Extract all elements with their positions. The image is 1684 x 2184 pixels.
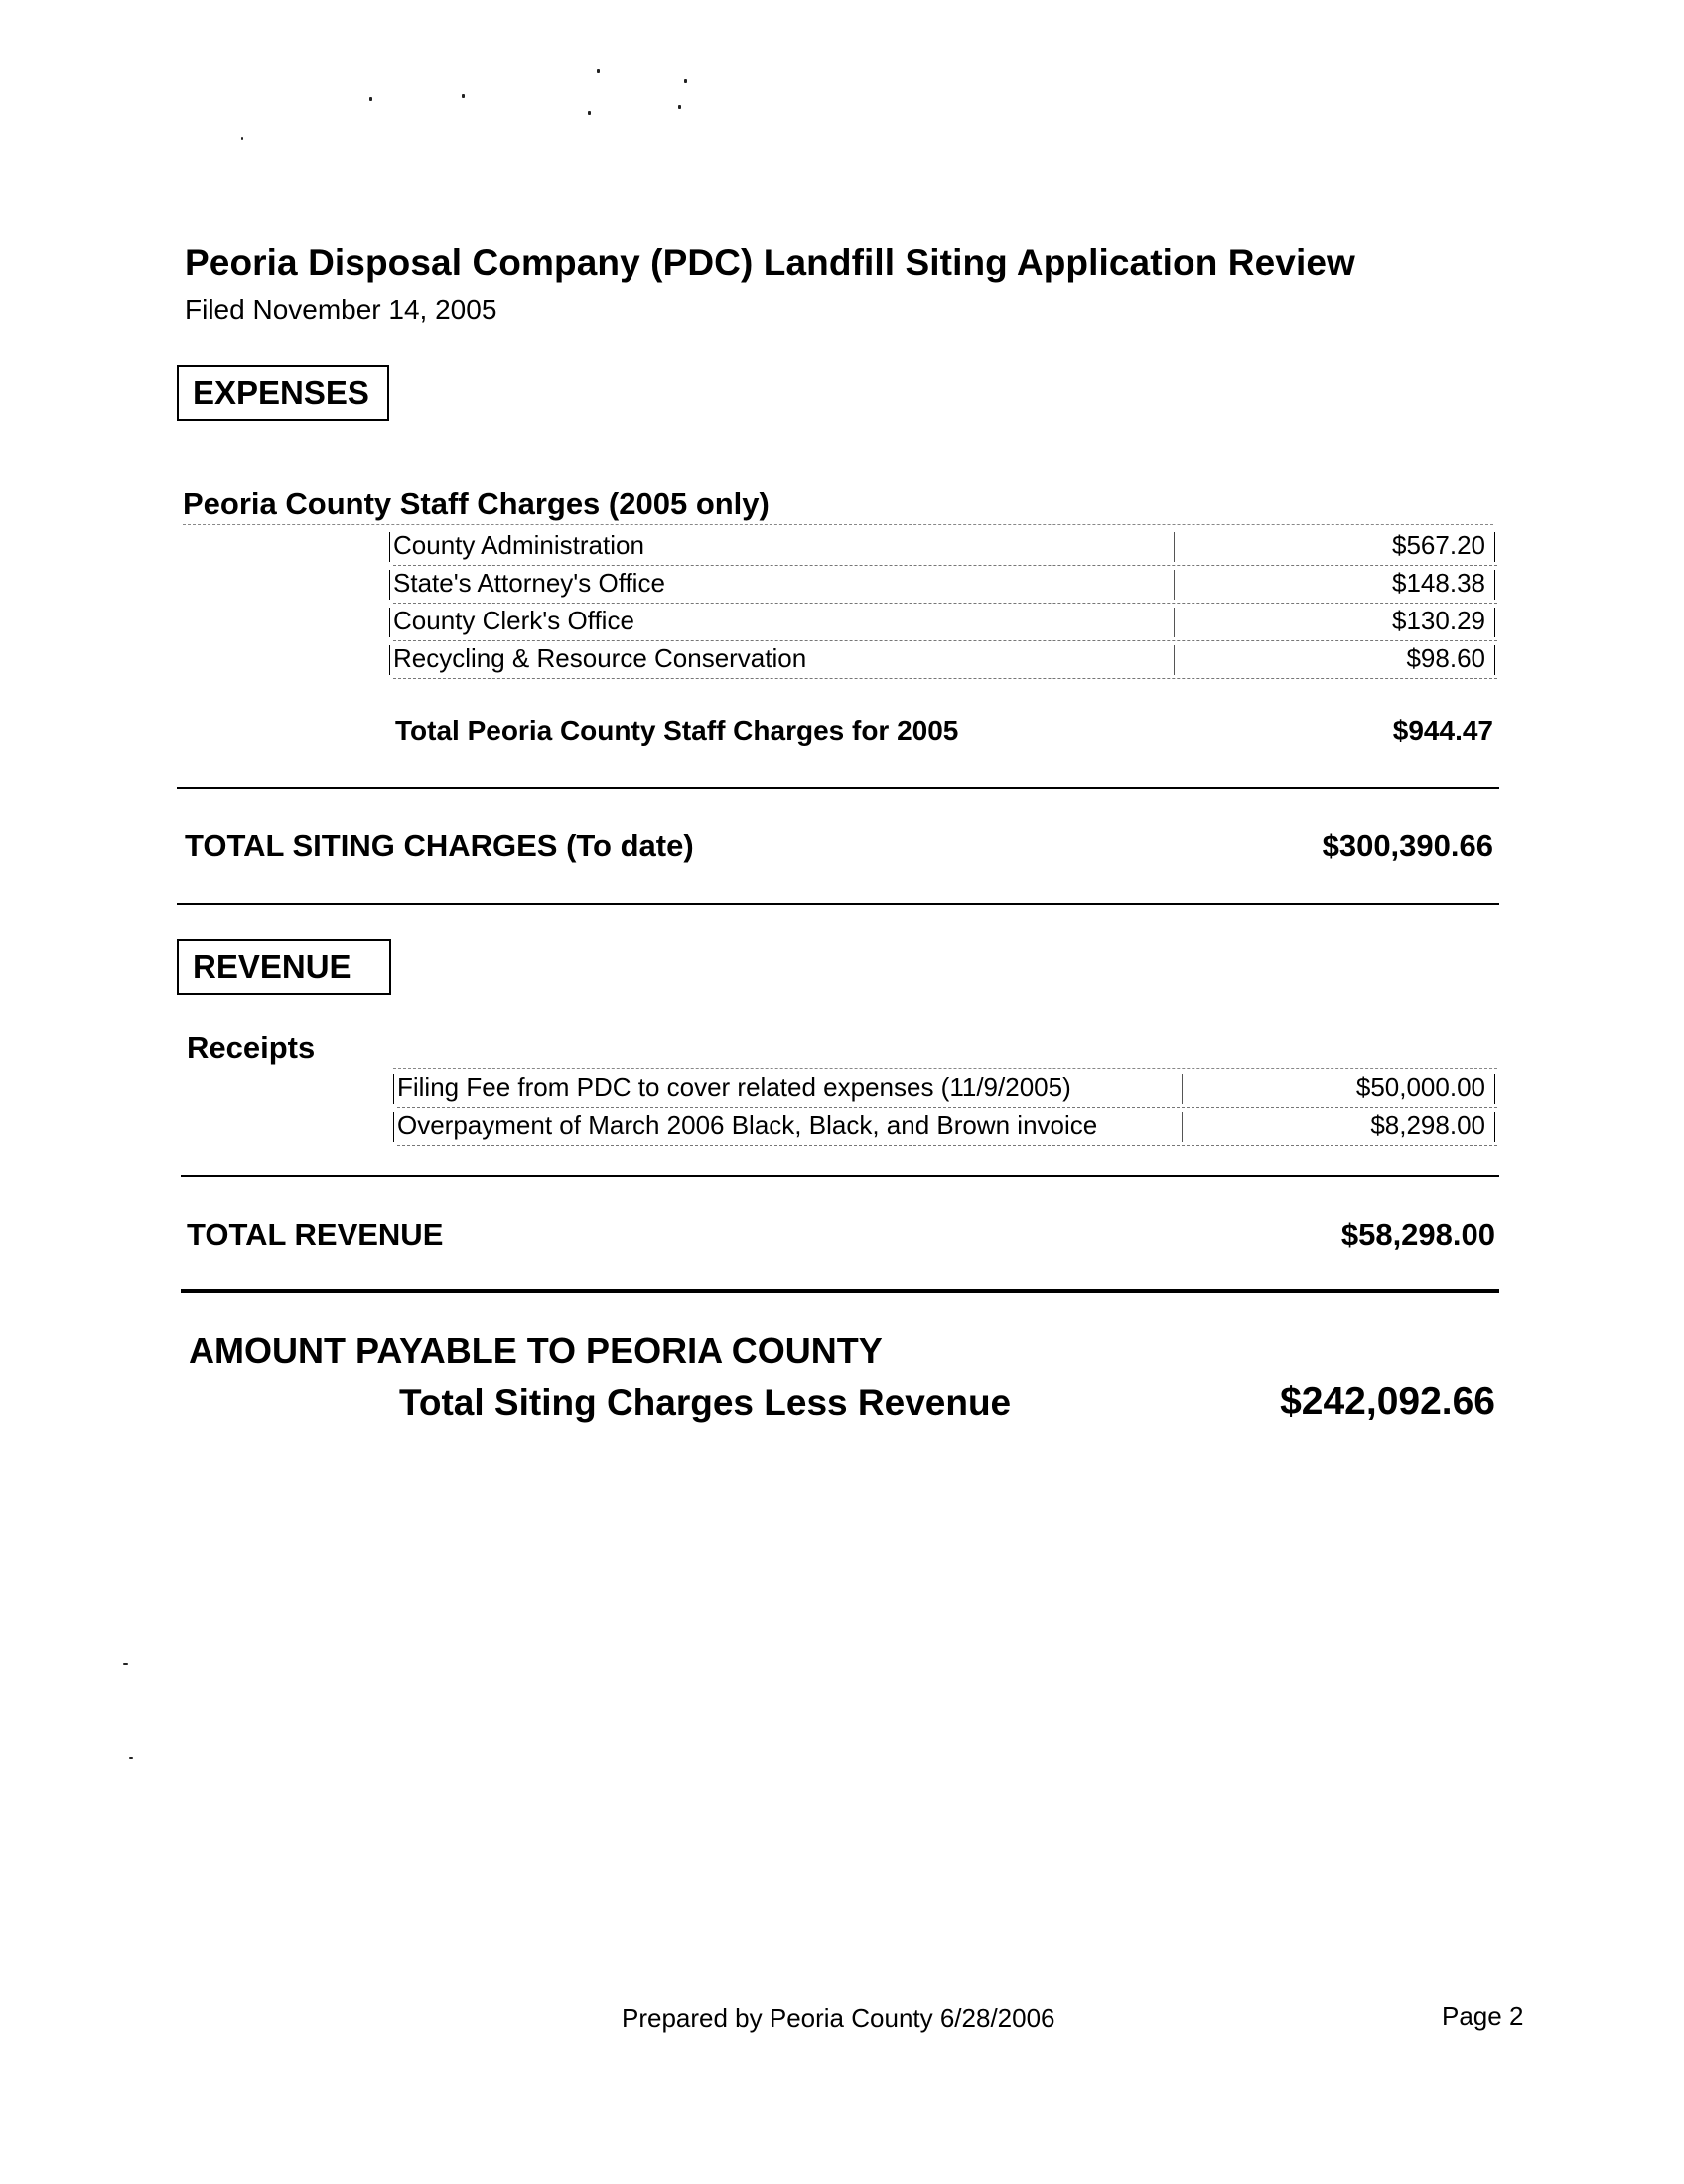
- scan-speck: [588, 111, 591, 115]
- scan-speck: [678, 105, 681, 109]
- expense-item-label: County Clerk's Office: [393, 606, 634, 635]
- scan-speck: [369, 97, 372, 101]
- receipts-table-top-rule: [393, 1068, 1497, 1069]
- expense-item-label: County Administration: [393, 530, 644, 560]
- scan-speck: [241, 137, 243, 140]
- total-revenue-label: TOTAL REVENUE: [187, 1217, 444, 1252]
- expenses-box-label: EXPENSES: [177, 365, 389, 421]
- table-row: [393, 528, 1497, 566]
- table-row: [393, 604, 1497, 641]
- divider: [181, 1289, 1499, 1293]
- receipt-item-label: Overpayment of March 2006 Black, Black, and Brown invoice: [397, 1110, 1098, 1140]
- expense-item-amount: $567.20: [1392, 530, 1485, 560]
- receipts-heading: Receipts: [187, 1030, 316, 1065]
- staff-charges-heading: Peoria County Staff Charges (2005 only): [183, 486, 770, 521]
- revenue-box-label: REVENUE: [177, 939, 391, 995]
- scan-speck: [462, 94, 465, 98]
- page-number: Page 2: [1442, 2001, 1524, 2031]
- document-title: Peoria Disposal Company (PDC) Landfill Siting Application Review: [185, 242, 1355, 283]
- staff-subtotal-label: Total Peoria County Staff Charges for 2005: [395, 715, 959, 746]
- total-revenue-amount: $58,298.00: [1340, 1217, 1495, 1252]
- scan-speck: [129, 1757, 133, 1759]
- divider: [177, 903, 1499, 905]
- table-row: [393, 566, 1497, 604]
- divider: [177, 787, 1499, 789]
- amount-payable-label: Total Siting Charges Less Revenue: [399, 1382, 1012, 1423]
- scan-speck: [597, 69, 600, 73]
- expense-item-label: Recycling & Resource Conservation: [393, 643, 807, 673]
- expense-item-amount: $98.60: [1406, 643, 1485, 673]
- expense-item-amount: $148.38: [1392, 568, 1485, 598]
- receipt-item-amount: $50,000.00: [1355, 1072, 1485, 1102]
- total-siting-charges-label: TOTAL SITING CHARGES (To date): [185, 828, 694, 863]
- receipt-item-label: Filing Fee from PDC to cover related expenses (11/9/2005): [397, 1072, 1071, 1102]
- divider: [181, 1175, 1499, 1177]
- scan-speck: [123, 1663, 128, 1665]
- amount-payable-heading: AMOUNT PAYABLE TO PEORIA COUNTY: [189, 1330, 883, 1371]
- amount-payable-total: $242,092.66: [1280, 1380, 1495, 1423]
- staff-charges-heading-rule: [183, 524, 1493, 525]
- prepared-by-footer: Prepared by Peoria County 6/28/2006: [622, 2003, 1055, 2033]
- receipt-item-amount: $8,298.00: [1370, 1110, 1485, 1140]
- staff-subtotal-amount: $944.47: [1392, 715, 1493, 746]
- total-siting-charges-amount: $300,390.66: [1322, 828, 1493, 863]
- table-row: [397, 1108, 1497, 1146]
- table-row: [393, 641, 1497, 679]
- expense-item-amount: $130.29: [1392, 606, 1485, 635]
- filed-date: Filed November 14, 2005: [185, 294, 497, 325]
- expense-item-label: State's Attorney's Office: [393, 568, 665, 598]
- table-row: [397, 1070, 1497, 1108]
- scan-speck: [684, 79, 687, 83]
